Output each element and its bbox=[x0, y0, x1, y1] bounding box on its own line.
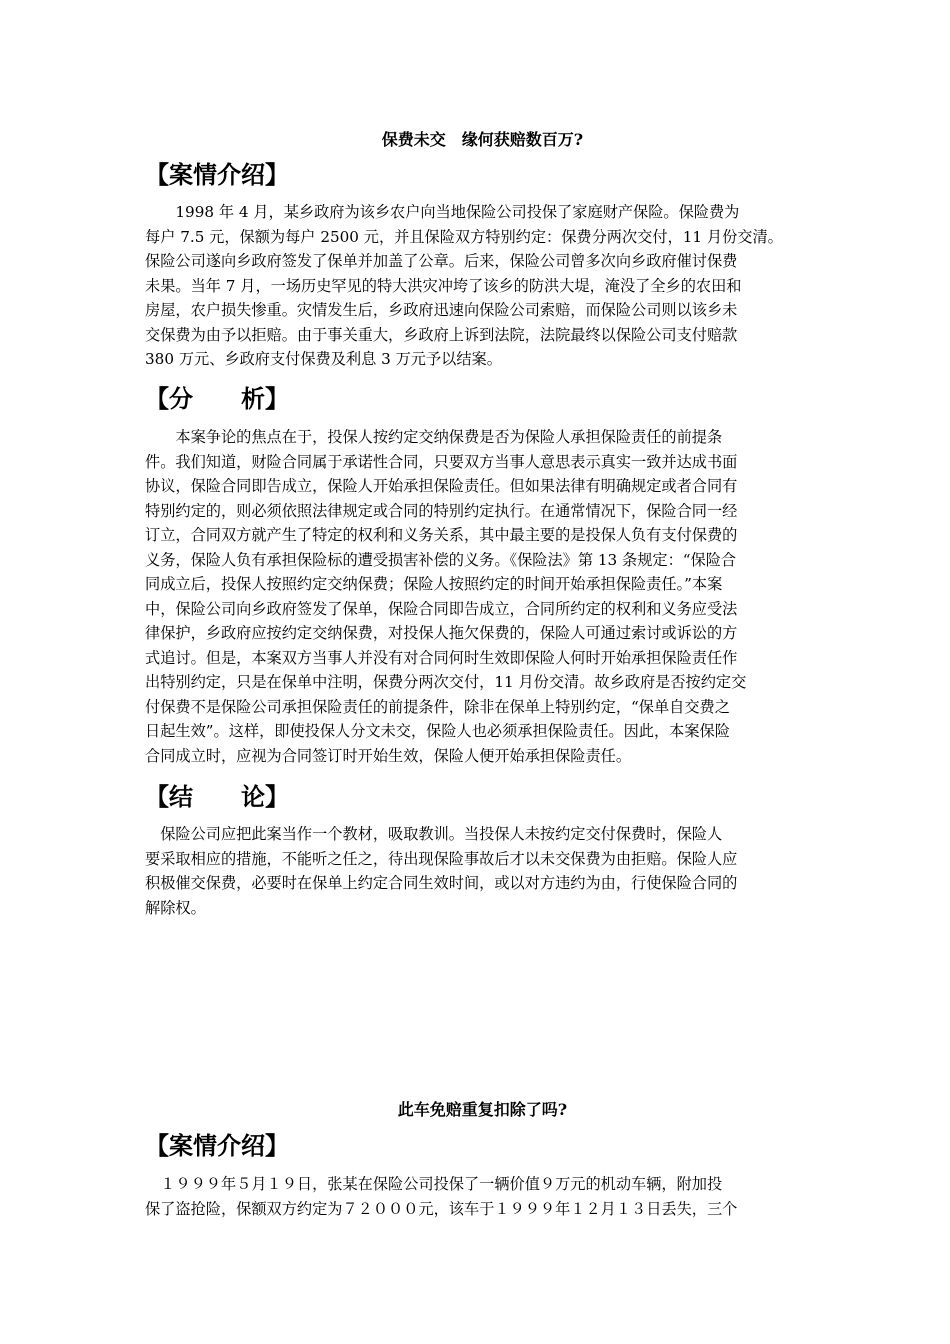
case1-conclusion-paragraph bbox=[145, 822, 820, 920]
text-line: 协议，保险合同即告成立，保险人开始承担保险责任。但如果法律有明确规定或者合同有 bbox=[145, 477, 738, 495]
case1-conclusion-heading: 【结 论】 bbox=[145, 783, 289, 811]
text-line: 每户 7.5 元，保额为每户 2500 元，并且保险双方特别约定：保费分两次交付，11 月份交清。 bbox=[145, 227, 783, 246]
text-line: 1998 年 4 月，某乡政府为该乡农户向当地保险公司投保了家庭财产保险。保险费为 bbox=[145, 203, 740, 221]
text-line: 保险公司应把此案当作一个教材，吸取教训。当投保人未按约定交付保费时，保险人 bbox=[145, 825, 723, 843]
case2-intro-paragraph bbox=[145, 1172, 820, 1221]
text-line: 解除权。 bbox=[145, 898, 206, 917]
text-line: 律保护，乡政府应按约定交纳保费，对投保人拖欠保费的，保险人可通过索讨或诉讼的方 bbox=[145, 624, 738, 642]
case1-title: 保费未交 缘何获赔数百万? bbox=[381, 130, 584, 149]
text-line: 件。我们知道，财险合同属于承诺性合同，只要双方当事人意思表示真实一致并达成书面 bbox=[145, 452, 738, 471]
case1-intro-paragraph bbox=[145, 200, 820, 372]
text-line: 同成立后，投保人按照约定交纳保费；保险人按照约定的时间开始承担保险责任。”本案 bbox=[145, 575, 723, 593]
text-line: 义务，保险人负有承担保险标的遭受损害补偿的义务。《保险法》第 13 条规定：“保险合 bbox=[145, 550, 737, 569]
text-line: 交保费为由予以拒赔。由于事关重大，乡政府上诉到法院，法院最终以保险公司支付赔款 bbox=[145, 325, 738, 344]
text-line: 保了盗抢险，保额双方约定为７２０００元，该车于１９９９年１２月１３日丢失，三个 bbox=[145, 1199, 738, 1218]
text-line: １９９９年５月１９日，张某在保险公司投保了一辆价值９万元的机动车辆，附加投 bbox=[145, 1175, 723, 1193]
case1-analysis-heading: 【分 析】 bbox=[145, 385, 289, 413]
text-line: 中，保险公司向乡政府签发了保单，保险合同即告成立，合同所约定的权利和义务应受法 bbox=[145, 599, 738, 618]
text-line: 特别约定的，则必须依照法律规定或合同的特别约定执行。在通常情况下，保险合同一经 bbox=[145, 501, 738, 520]
text-line: 出特别约定，只是在保单中注明，保费分两次交付，11 月份交清。故乡政府是否按约定交 bbox=[145, 673, 747, 691]
text-line: 付保费不是保险公司承担保险责任的前提条件，除非在保单上特别约定，“保单自交费之 bbox=[145, 697, 730, 716]
text-line: 式追讨。但是，本案双方当事人并没有对合同何时生效即保险人何时开始承担保险责任作 bbox=[145, 648, 738, 667]
case1-analysis-paragraph bbox=[145, 425, 820, 768]
text-line: 保险公司遂向乡政府签发了保单并加盖了公章。后来，保险公司曾多次向乡政府催讨保费 bbox=[145, 252, 738, 270]
text-line: 380 万元、乡政府支付保费及利息 3 万元予以结案。 bbox=[145, 350, 502, 368]
text-line: 订立，合同双方就产生了特定的权利和义务关系，其中最主要的是投保人负有支付保费的 bbox=[145, 526, 738, 544]
text-line: 合同成立时，应视为合同签订时开始生效，保险人便开始承担保险责任。 bbox=[145, 746, 631, 765]
text-line: 房屋，农户损失惨重。灾情发生后，乡政府迅速向保险公司索赔，而保险公司则以该乡未 bbox=[145, 301, 738, 319]
text-line: 积极催交保费，必要时在保单上约定合同生效时间，或以对方违约为由，行使保险合同的 bbox=[145, 874, 738, 892]
case2-title: 此车免赔重复扣除了吗? bbox=[397, 1100, 568, 1119]
text-line: 要采取相应的措施，不能听之任之，待出现保险事故后才以未交保费为由拒赔。保险人应 bbox=[145, 849, 738, 868]
text-line: 本案争论的焦点在于，投保人按约定交纳保费是否为保险人承担保险责任的前提条 bbox=[145, 428, 723, 446]
case2-intro-heading: 【案情介绍】 bbox=[145, 1132, 289, 1160]
text-line: 未果。当年 7 月，一场历史罕见的特大洪灾冲垮了该乡的防洪大堤，淹没了全乡的农田和 bbox=[145, 276, 742, 295]
case1-intro-heading: 【案情介绍】 bbox=[145, 161, 289, 189]
text-line: 日起生效”。这样，即使投保人分文未交，保险人也必须承担保险责任。因此，本案保险 bbox=[145, 722, 730, 740]
